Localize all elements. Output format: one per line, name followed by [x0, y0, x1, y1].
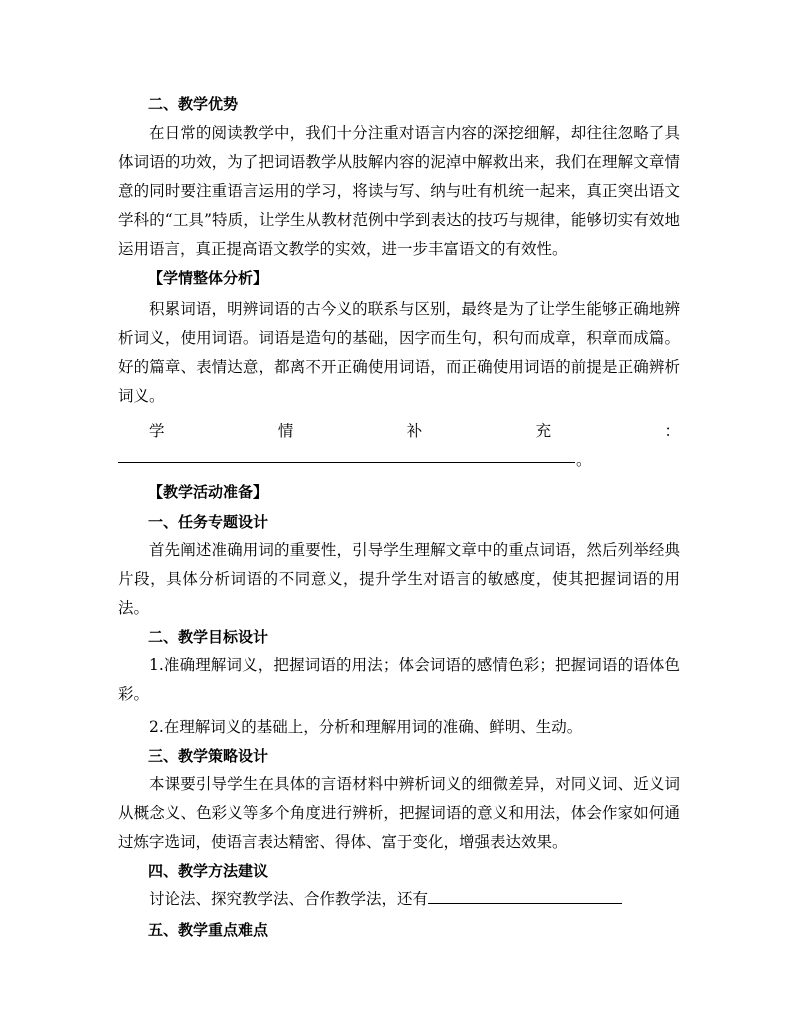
section-heading-key: 五、教学重点难点: [148, 921, 269, 939]
paragraph-task: 首先阐述准确用词的重要性，引导学生理解文章中的重点词语，然后列举经典片段，具体分析词语的不同意义，提升学生对语言的敏感度，使其把握词语的用法。: [118, 541, 680, 617]
paragraph-advantage: 在日常的阅读教学中，我们十分注重对语言内容的深挖细解，却往往忽略了具体词语的功效，为了把词语教学从肢解内容的泥淖中解救出来，我们在理解文章情意的同时要注重语言运用的学习，将读与写、纳与吐有机统一起来，真正突出语文学科的“工具”特质，让学生从教材范例中学到表达的技巧与规律，能够切实有效地运用语言，真正提高语文教学的实效，进一步丰富语文的有效性。: [118, 124, 680, 258]
goal-item-2: 2.在理解词义的基础上，分析和理解用词的准确、鲜明、生动。: [149, 718, 583, 736]
section-heading-strategy: 三、教学策略设计: [148, 747, 269, 765]
supplement-label: [118, 417, 680, 446]
section-heading-prep: 【教学活动准备】: [148, 483, 269, 501]
underline-blank: [118, 462, 575, 463]
paragraph-strategy: 本课要引导学生在具体的言语材料中辨析词义的细微差异，对同义词、近义词从概念义、色彩义等多个角度进行辨析，把握词语的意义和用法，体会作家如何通过炼字选词，使语言表达精密、得体、富于变化，增强表达效果。: [118, 775, 680, 851]
underline-blank: [428, 888, 622, 904]
document-page: [118, 88, 680, 940]
supplement-char: 补: [406, 422, 423, 440]
paragraph-method: [118, 885, 680, 914]
supplement-char: 充: [535, 422, 552, 440]
supplement-end-punct: 。: [576, 451, 592, 469]
supplement-char: 情: [277, 422, 294, 440]
paragraph-analysis: 积累词语，明辨词语的古今义的联系与区别，最终是为了让学生能够正确地辨析词义，使用词语。词语是造句的基础，因字而生句，积句而成章，积章而成篇。好的篇章、表情达意，都离不开正确使用词语，而正确使用词语的前提是正确辨析词义。: [118, 300, 680, 405]
section-heading-task: 一、任务专题设计: [148, 513, 269, 531]
supplement-fill-line: [118, 446, 680, 468]
supplement-char: 学: [149, 422, 165, 440]
section-heading-method: 四、教学方法建议: [148, 862, 269, 880]
method-text: 讨论法、探究教学法、合作教学法，还有: [149, 890, 429, 908]
goal-item-1: 1.准确理解词义，把握词语的用法；体会词语的感情色彩；把握词语的语体色彩。: [118, 656, 680, 703]
supplement-char: ：: [664, 422, 680, 440]
section-heading-advantage: 二、教学优势: [148, 95, 239, 113]
section-heading-goal: 二、教学目标设计: [148, 628, 269, 646]
section-heading-analysis: 【学情整体分析】: [148, 269, 269, 287]
